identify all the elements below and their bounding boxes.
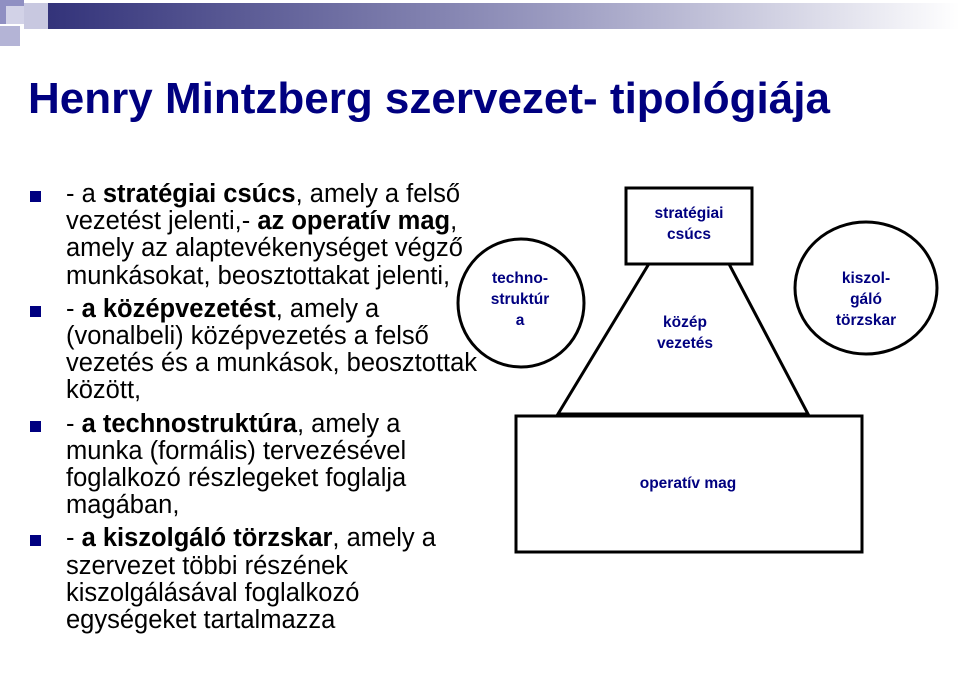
bold-term: a kiszolgáló törzskar: [81, 524, 333, 553]
text-run: , amely a (vonalbeli) középvezetés a felső vezetés és a munkások, beosztottak között,: [66, 294, 478, 405]
text-run: , amely a felső vezetést jelenti,-: [66, 180, 461, 236]
technostructure-label-clip: [460, 262, 580, 338]
bold-term: stratégiai csúcs: [102, 180, 296, 208]
bold-term: az operatív mag: [257, 207, 451, 236]
technostructure-label: techno- struktúr a: [490, 270, 550, 329]
middle-line-label: közép vezetés: [656, 314, 713, 352]
operating-core-label: operatív mag: [639, 475, 737, 492]
text-run: , amely az alaptevékenységet végző munkásokat, beosztottakat jelenti,: [66, 207, 463, 290]
strategic-apex-label: stratégiai csúcs: [654, 205, 724, 243]
text-run: -: [66, 294, 82, 323]
page-title: Henry Mintzberg szervezet- tipológiája: [28, 74, 830, 123]
bold-term: a technostruktúra: [81, 409, 297, 438]
text-run: - a: [66, 180, 103, 208]
text-run: , amely a munka (formális) tervezésével foglalkozó részlegeket foglalja magában,: [66, 409, 407, 520]
support-staff-label: kiszol- gáló törzskar: [835, 270, 897, 329]
text-run: -: [66, 524, 82, 553]
text-run: -: [66, 409, 82, 438]
bold-term: a középvezetést: [81, 294, 276, 323]
text-run: , amely a szervezet többi részének kiszolgálásával foglalkozó egységeket tartalmazza: [66, 524, 436, 635]
